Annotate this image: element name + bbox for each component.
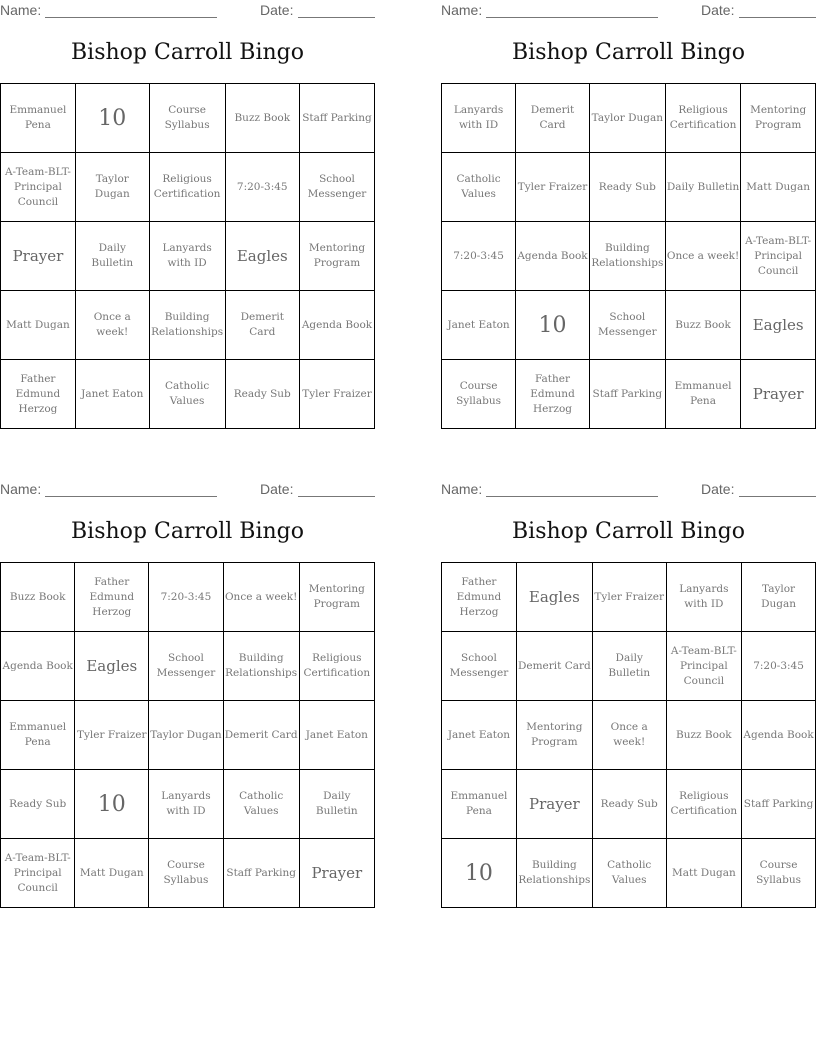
bingo-cell: Mentoring Program: [299, 222, 374, 291]
card-header: [0, 0, 375, 22]
bingo-cell: Religious Certification: [149, 153, 225, 222]
bingo-cell: Ready Sub: [592, 770, 666, 839]
bingo-cell: Janet Eaton: [75, 360, 149, 429]
card-title: Bishop Carroll Bingo: [512, 40, 745, 65]
name-field-line: [486, 496, 658, 497]
bingo-cell: Catholic Values: [223, 770, 299, 839]
bingo-cell: Lanyards with ID: [442, 84, 516, 153]
bingo-cell: 7:20-3:45: [149, 563, 224, 632]
bingo-cell: Matt Dugan: [1, 291, 76, 360]
bingo-cell: Staff Parking: [589, 360, 665, 429]
bingo-cell: Daily Bulletin: [665, 153, 741, 222]
bingo-cell: 10: [75, 84, 149, 153]
date-field-line: [739, 17, 816, 18]
bingo-cell: Daily Bulletin: [299, 770, 374, 839]
bingo-cell: Course Syllabus: [149, 84, 225, 153]
bingo-cell: Buzz Book: [225, 84, 299, 153]
bingo-cell: Eagles: [741, 291, 816, 360]
bingo-row: [1, 360, 375, 429]
bingo-row: [442, 632, 816, 701]
bingo-row: [442, 839, 816, 908]
bingo-row: [442, 563, 816, 632]
bingo-cell: Religious Certification: [665, 84, 741, 153]
card-title: Bishop Carroll Bingo: [71, 40, 304, 65]
bingo-cell: Course Syllabus: [442, 360, 516, 429]
bingo-row: [442, 701, 816, 770]
bingo-cell: Prayer: [1, 222, 76, 291]
bingo-cell: Prayer: [299, 839, 374, 908]
bingo-cell: Lanyards with ID: [149, 770, 224, 839]
bingo-cell: Tyler Fraizer: [516, 153, 590, 222]
bingo-cell: Taylor Dugan: [149, 701, 224, 770]
bingo-cell: Agenda Book: [1, 632, 75, 701]
card-title: Bishop Carroll Bingo: [512, 519, 745, 544]
bingo-row: [442, 84, 816, 153]
bingo-grid: [441, 83, 816, 429]
bingo-cell: Catholic Values: [442, 153, 516, 222]
bingo-cell: Catholic Values: [149, 360, 225, 429]
bingo-grid: [0, 83, 375, 429]
bingo-cell: Building Relationships: [589, 222, 665, 291]
bingo-cell: Religious Certification: [666, 770, 742, 839]
bingo-cell: Lanyards with ID: [666, 563, 742, 632]
bingo-cell: Janet Eaton: [442, 291, 516, 360]
bingo-cell: Matt Dugan: [75, 839, 149, 908]
bingo-row: [442, 360, 816, 429]
bingo-cell: Prayer: [516, 770, 592, 839]
bingo-cell: Catholic Values: [592, 839, 666, 908]
bingo-row: [1, 701, 375, 770]
bingo-cell: Once a week!: [592, 701, 666, 770]
date-label: Date:: [260, 481, 294, 497]
bingo-cell: 7:20-3:45: [442, 222, 516, 291]
bingo-cell: Building Relationships: [149, 291, 225, 360]
bingo-cell: Janet Eaton: [299, 701, 374, 770]
bingo-cell: School Messenger: [149, 632, 224, 701]
bingo-cell: 7:20-3:45: [225, 153, 299, 222]
bingo-grid: [441, 562, 816, 908]
bingo-cell: Taylor Dugan: [742, 563, 816, 632]
bingo-row: [1, 563, 375, 632]
bingo-cell: Demerit Card: [223, 701, 299, 770]
bingo-cell: Emmanuel Pena: [665, 360, 741, 429]
bingo-row: [1, 84, 375, 153]
bingo-row: [442, 291, 816, 360]
date-field-line: [739, 496, 816, 497]
bingo-cell: Mentoring Program: [299, 563, 374, 632]
bingo-row: [442, 153, 816, 222]
bingo-cell: Staff Parking: [223, 839, 299, 908]
name-field-line: [486, 17, 658, 18]
bingo-cell: Taylor Dugan: [589, 84, 665, 153]
bingo-cell: Mentoring Program: [516, 701, 592, 770]
bingo-cell: Demerit Card: [516, 84, 590, 153]
bingo-cell: Eagles: [516, 563, 592, 632]
bingo-cell: Demerit Card: [516, 632, 592, 701]
bingo-row: [442, 222, 816, 291]
bingo-cell: A-Team-BLT-Principal Council: [1, 153, 76, 222]
bingo-cell: Daily Bulletin: [592, 632, 666, 701]
bingo-grid: [0, 562, 375, 908]
bingo-cell: Building Relationships: [223, 632, 299, 701]
bingo-cell: Once a week!: [75, 291, 149, 360]
bingo-cell: 10: [516, 291, 590, 360]
bingo-cell: Eagles: [75, 632, 149, 701]
name-field-line: [45, 17, 217, 18]
bingo-cell: A-Team-BLT-Principal Council: [666, 632, 742, 701]
bingo-cell: Emmanuel Pena: [1, 84, 76, 153]
date-field-line: [298, 496, 375, 497]
name-label: Name:: [0, 481, 42, 497]
bingo-row: [1, 153, 375, 222]
bingo-cell: Tyler Fraizer: [75, 701, 149, 770]
bingo-cell: 10: [75, 770, 149, 839]
bingo-cell: Matt Dugan: [741, 153, 816, 222]
bingo-cell: School Messenger: [589, 291, 665, 360]
bingo-cell: Matt Dugan: [666, 839, 742, 908]
name-label: Name:: [0, 2, 42, 18]
bingo-cell: Tyler Fraizer: [299, 360, 374, 429]
bingo-cell: Lanyards with ID: [149, 222, 225, 291]
bingo-cell: Daily Bulletin: [75, 222, 149, 291]
bingo-cell: A-Team-BLT-Principal Council: [1, 839, 75, 908]
bingo-cell: Course Syllabus: [149, 839, 224, 908]
bingo-cell: Mentoring Program: [741, 84, 816, 153]
bingo-cell: Ready Sub: [225, 360, 299, 429]
bingo-cell: Tyler Fraizer: [592, 563, 666, 632]
name-label: Name:: [441, 481, 483, 497]
card-header: [441, 479, 816, 501]
bingo-cell: Once a week!: [665, 222, 741, 291]
bingo-cell: Janet Eaton: [442, 701, 517, 770]
card-header: [441, 0, 816, 22]
bingo-row: [1, 291, 375, 360]
bingo-cell: Once a week!: [223, 563, 299, 632]
bingo-cell: School Messenger: [299, 153, 374, 222]
name-field-line: [45, 496, 217, 497]
bingo-cell: Buzz Book: [666, 701, 742, 770]
bingo-row: [1, 222, 375, 291]
bingo-row: [1, 839, 375, 908]
bingo-cell: Staff Parking: [299, 84, 374, 153]
bingo-cell: Staff Parking: [742, 770, 816, 839]
name-label: Name:: [441, 2, 483, 18]
date-label: Date:: [701, 2, 735, 18]
bingo-cell: 7:20-3:45: [742, 632, 816, 701]
date-field-line: [298, 17, 375, 18]
card-title: Bishop Carroll Bingo: [71, 519, 304, 544]
bingo-cell: Taylor Dugan: [75, 153, 149, 222]
bingo-cell: Eagles: [225, 222, 299, 291]
bingo-cell: Course Syllabus: [742, 839, 816, 908]
bingo-cell: Prayer: [741, 360, 816, 429]
card-header: [0, 479, 375, 501]
bingo-cell: Father Edmund Herzog: [516, 360, 590, 429]
bingo-cell: School Messenger: [442, 632, 517, 701]
bingo-cell: Father Edmund Herzog: [442, 563, 517, 632]
bingo-cell: Agenda Book: [516, 222, 590, 291]
bingo-cell: Demerit Card: [225, 291, 299, 360]
bingo-cell: Ready Sub: [1, 770, 75, 839]
bingo-cell: Emmanuel Pena: [1, 701, 75, 770]
bingo-cell: Father Edmund Herzog: [1, 360, 76, 429]
bingo-cell: A-Team-BLT-Principal Council: [741, 222, 816, 291]
bingo-cell: Emmanuel Pena: [442, 770, 517, 839]
bingo-row: [1, 632, 375, 701]
bingo-cell: Agenda Book: [742, 701, 816, 770]
date-label: Date:: [701, 481, 735, 497]
bingo-cell: Buzz Book: [665, 291, 741, 360]
bingo-cell: Ready Sub: [589, 153, 665, 222]
bingo-cell: Father Edmund Herzog: [75, 563, 149, 632]
bingo-row: [442, 770, 816, 839]
bingo-row: [1, 770, 375, 839]
bingo-cell: 10: [442, 839, 517, 908]
bingo-cell: Buzz Book: [1, 563, 75, 632]
date-label: Date:: [260, 2, 294, 18]
bingo-cell: Agenda Book: [299, 291, 374, 360]
bingo-cell: Building Relationships: [516, 839, 592, 908]
bingo-cell: Religious Certification: [299, 632, 374, 701]
